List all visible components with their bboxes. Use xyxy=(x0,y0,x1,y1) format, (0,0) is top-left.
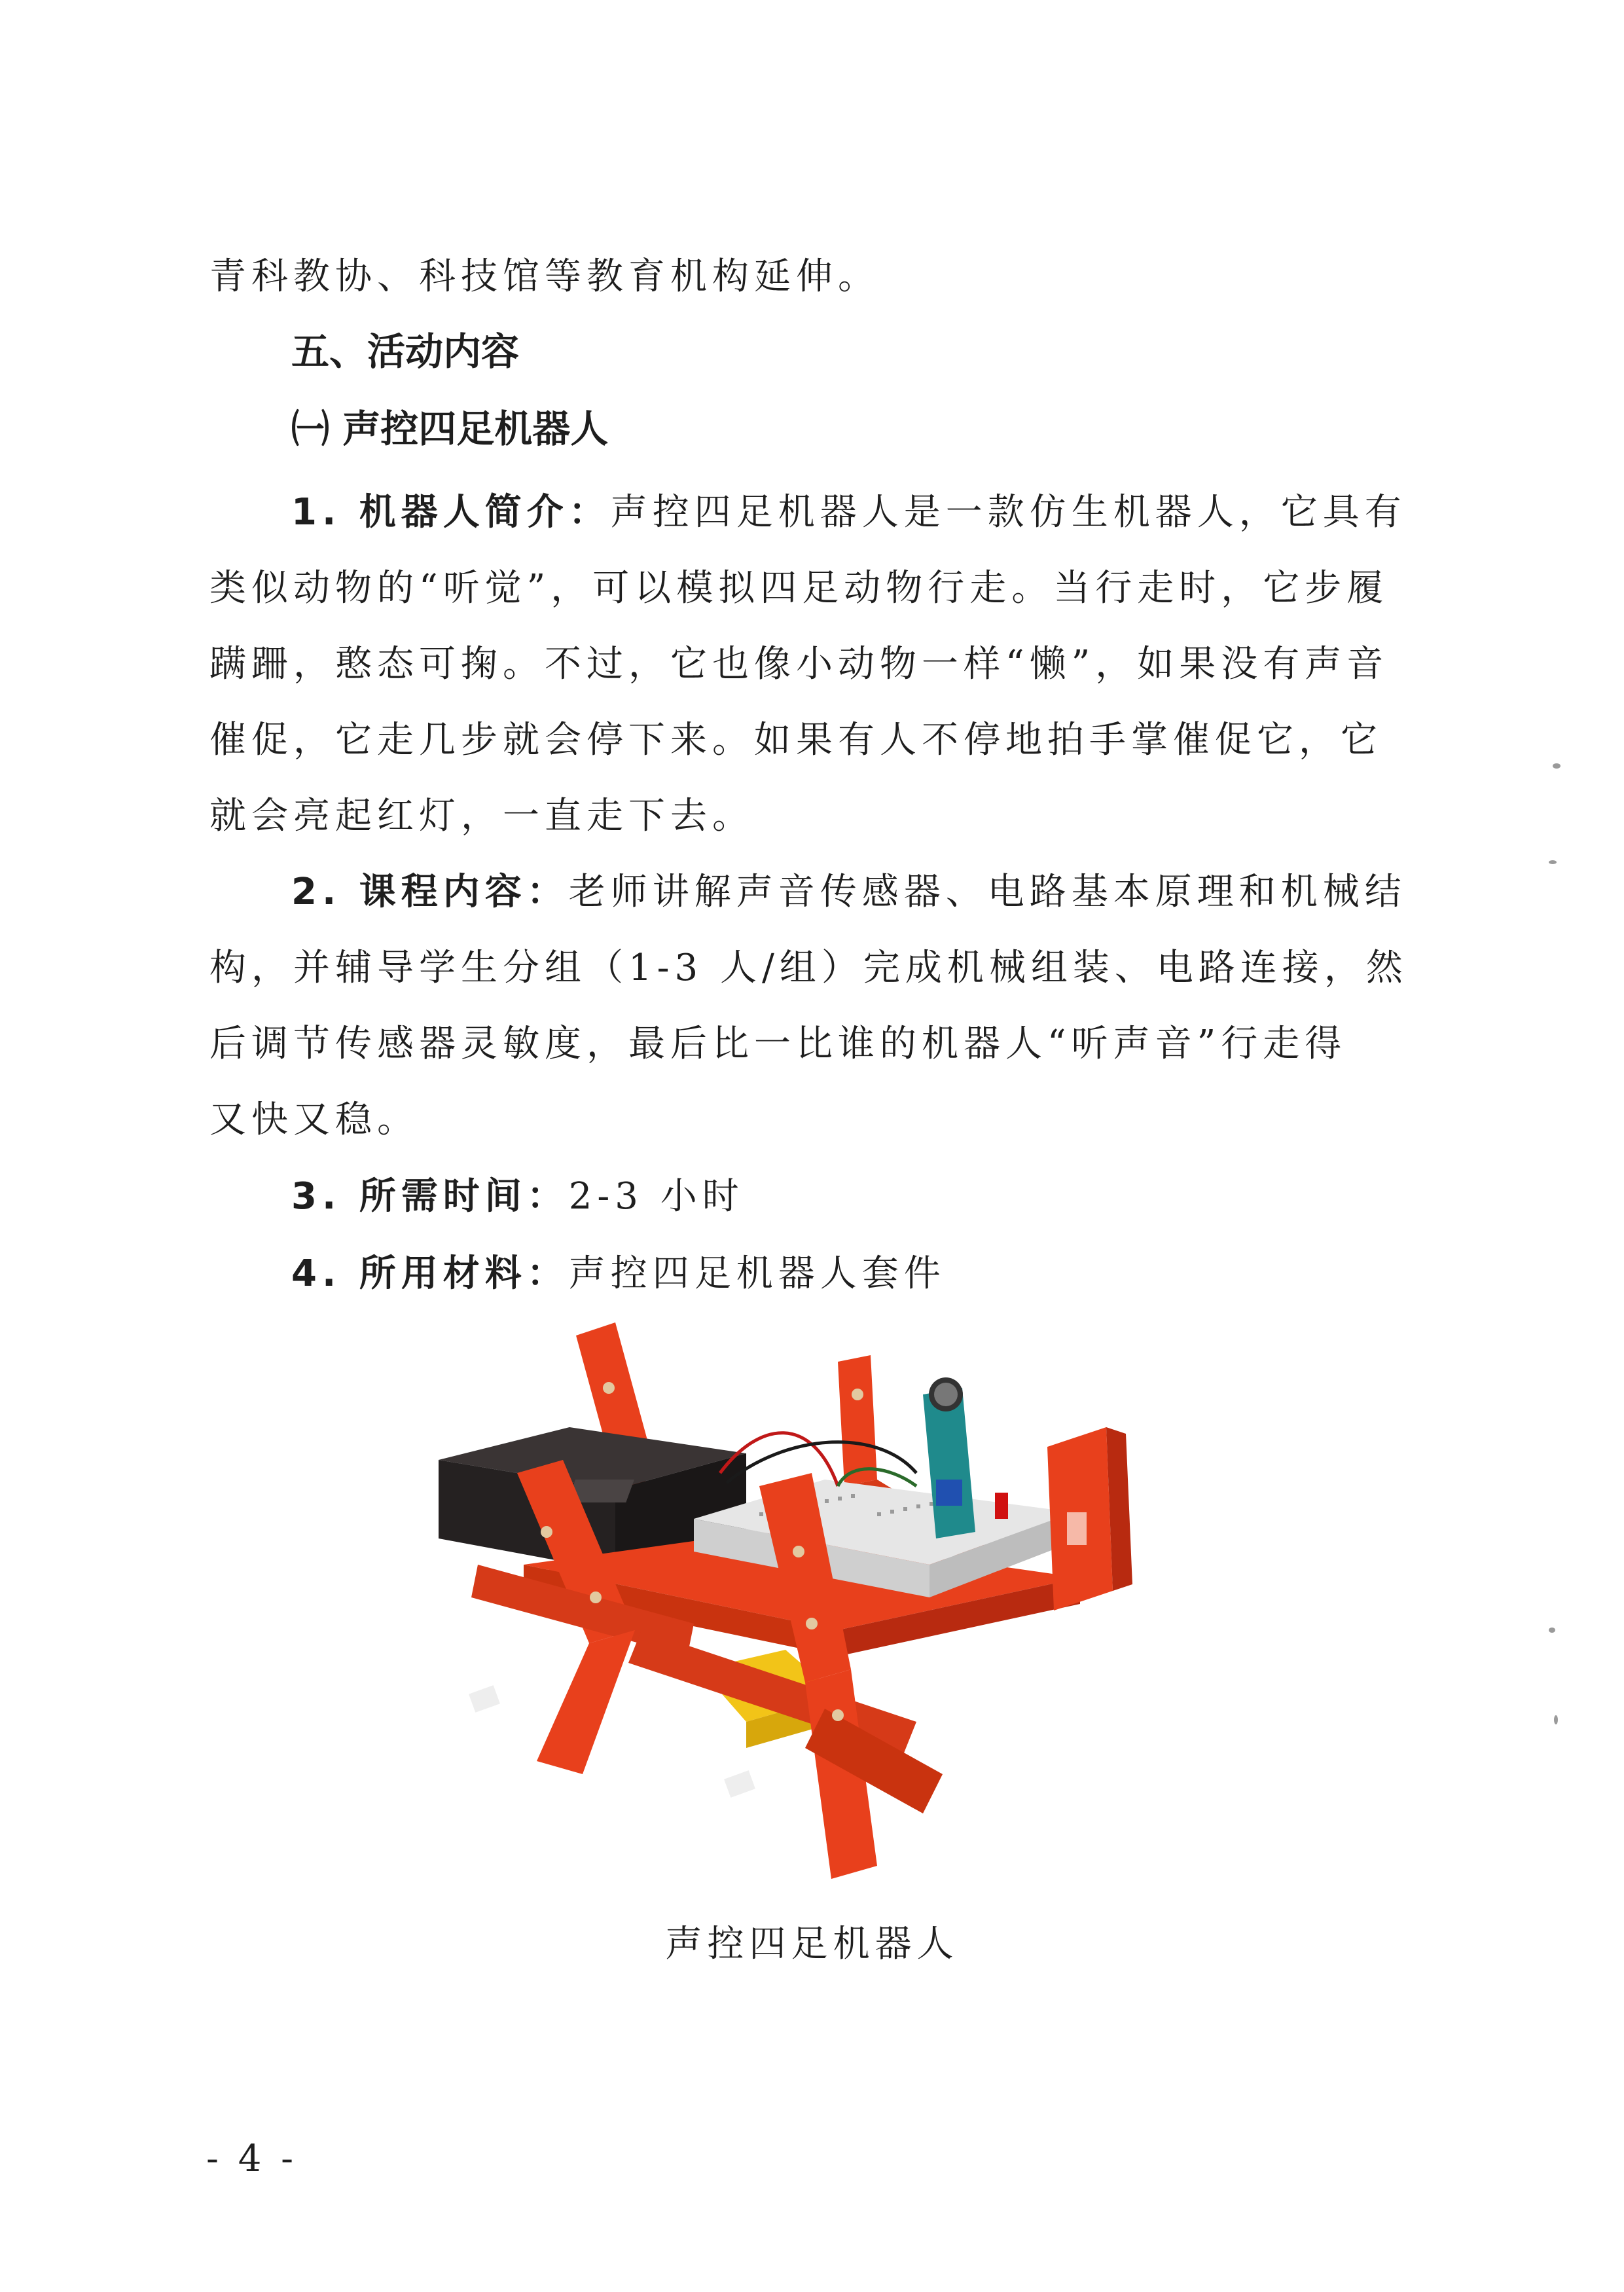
text-line: 声控四足机器人是一款仿生机器人，它具有 xyxy=(610,491,1407,534)
text-line: 后调节传感器灵敏度，最后比一比谁的机器人“听声音”行走得 xyxy=(209,1023,1347,1065)
text-line: 声控四足机器人套件 xyxy=(568,1252,946,1295)
led-indicator xyxy=(995,1493,1008,1519)
item-materials xyxy=(209,1236,1434,1312)
front-frame xyxy=(1047,1427,1132,1610)
scan-speck xyxy=(1554,1715,1558,1724)
paragraph-continuation xyxy=(209,239,1434,315)
wires xyxy=(720,1433,916,1486)
item-lead: 4. 所用材料： xyxy=(291,1252,569,1295)
page-number: - 4 - xyxy=(206,2137,298,2180)
figure-caption: 声控四足机器人 xyxy=(665,1923,959,1965)
subsection-heading: ㈠ 声控四足机器人 xyxy=(291,407,609,451)
scan-speck xyxy=(1549,860,1557,864)
text-line: 就会亮起红灯，一直走下去。 xyxy=(209,795,754,837)
text-line: 构，并辅导学生分组（1-3 人/组）完成机械组装、电路连接，然 xyxy=(209,947,1408,989)
item-lead: 1. 机器人简介： xyxy=(291,491,611,534)
text-line: 青科教协、科技馆等教育机构延伸。 xyxy=(209,255,880,298)
text-line: 催促，它走几步就会停下来。如果有人不停地拍手掌催促它，它 xyxy=(209,719,1382,761)
text-line: 2-3 小时 xyxy=(568,1175,744,1218)
text-line: 类似动物的“听觉”，可以模拟四足动物行走。当行走时，它步履 xyxy=(209,567,1389,609)
text-line: 蹒跚，憨态可掬。不过，它也像小动物一样“懒”，如果没有声音 xyxy=(209,643,1389,685)
item-robot-intro xyxy=(209,475,1434,854)
text-line: 又快又稳。 xyxy=(209,1099,419,1141)
section-heading: 五、活动内容 xyxy=(291,329,520,374)
robot-illustration xyxy=(419,1316,1204,1892)
scan-speck xyxy=(1549,1628,1555,1633)
item-lead: 2. 课程内容： xyxy=(291,871,569,913)
item-lead: 3. 所需时间： xyxy=(291,1175,569,1218)
item-course-content xyxy=(209,854,1434,1158)
item-time-needed xyxy=(209,1159,1434,1235)
text-line: 老师讲解声音传感器、电路基本原理和机械结 xyxy=(568,871,1407,913)
scan-speck xyxy=(1553,763,1561,769)
